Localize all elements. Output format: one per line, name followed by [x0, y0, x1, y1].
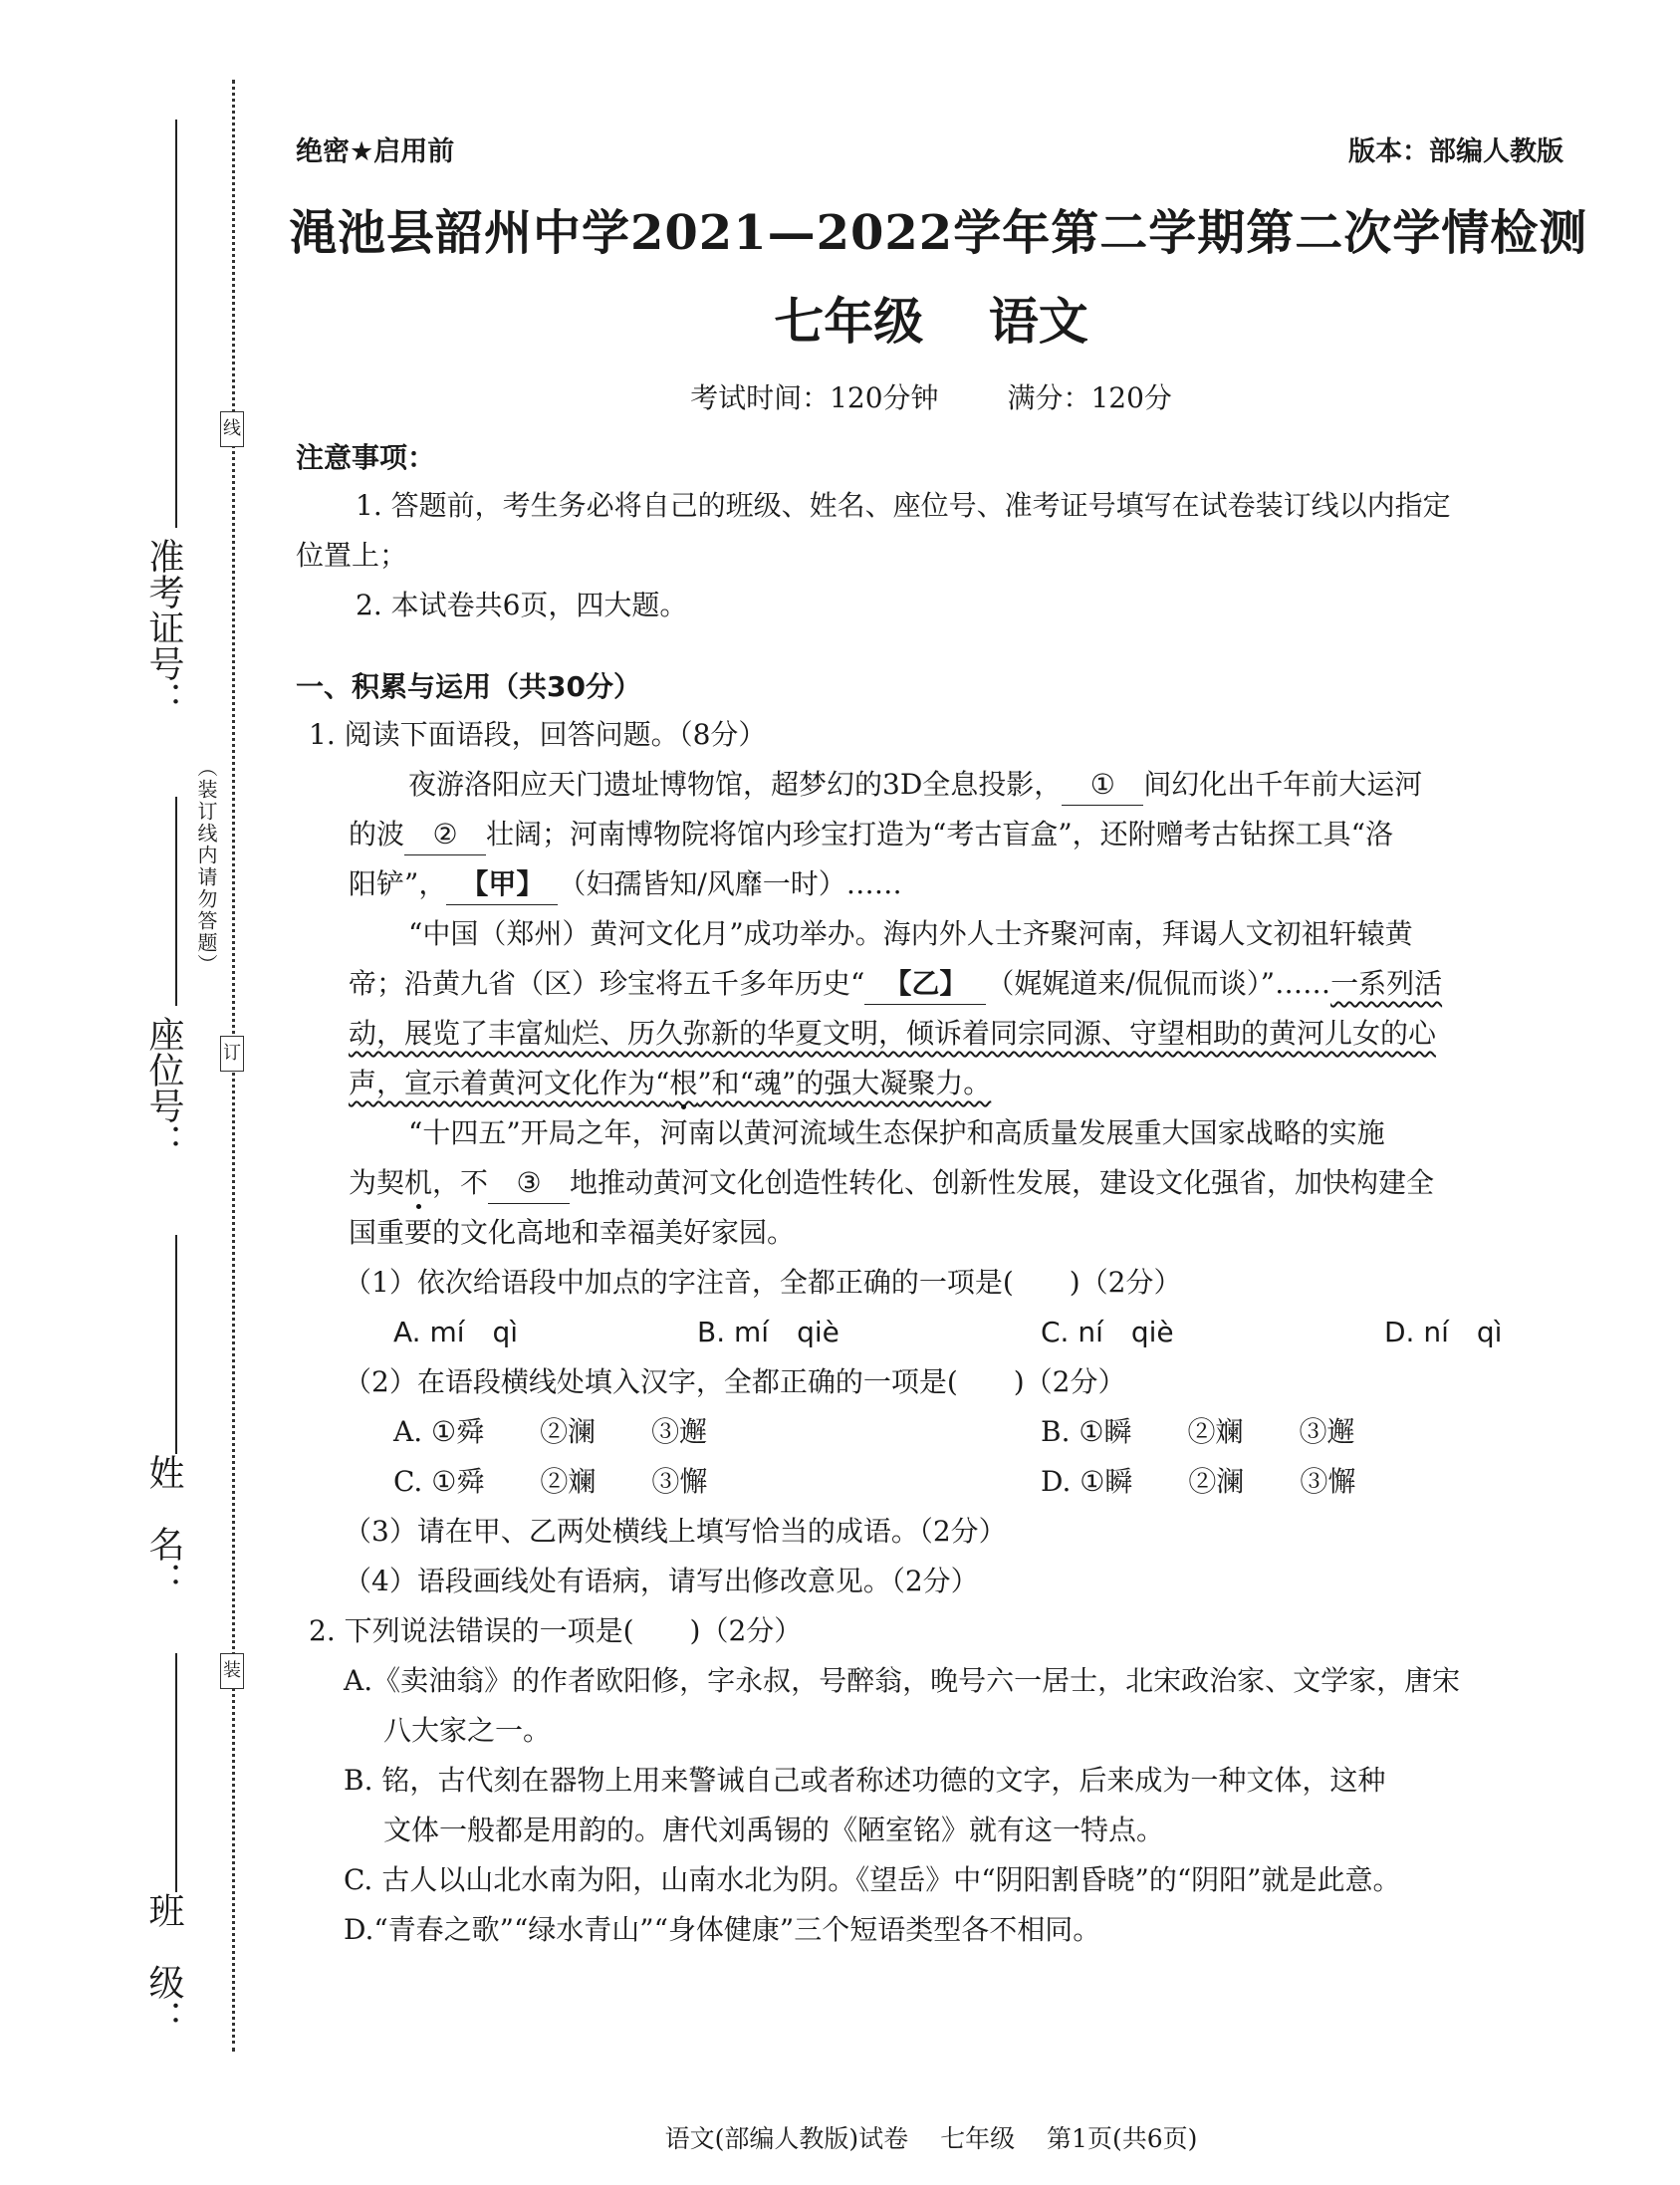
- q2-opt-a-line1: A.《卖油翁》的作者欧阳修，字永叔，号醉翁，晚号六一居士，北宋政治家、文学家，唐宋: [344, 1664, 1461, 1697]
- q2-opt-b-line1: B. 铭，古代刻在器物上用来警诫自己或者称述功德的文字，后来成为一种文体，这种: [344, 1764, 1386, 1797]
- q1-sub2-opt-d: D. ①瞬 ②澜 ③懈: [1041, 1465, 1356, 1498]
- bind-mark-ding: 订: [220, 1036, 244, 1072]
- q1-para3-line3: 国重要的文化高地和幸福美好家园。: [349, 1216, 796, 1249]
- q1-sub3: （3）请在甲、乙两处横线上填写恰当的成语。（2分）: [344, 1515, 1007, 1548]
- exam-time: 考试时间：120分钟: [690, 381, 939, 414]
- footer-grade: 七年级: [940, 2124, 1016, 2153]
- seat-number-line[interactable]: [175, 797, 177, 1006]
- seat-number-label: 座位号：: [143, 1016, 184, 1159]
- edition-label: 版本：部编人教版: [1348, 136, 1563, 167]
- q1-sub1-opt-a: A. mí qì: [393, 1316, 519, 1348]
- secrecy-label: 绝密★启用前: [296, 136, 455, 167]
- q2-stem: 2. 下列说法错误的一项是( )（2分）: [309, 1614, 803, 1647]
- q2-opt-a-line2: 八大家之一。: [383, 1714, 552, 1747]
- q1-sub2-opt-b: B. ①瞬 ②斓 ③邂: [1041, 1415, 1355, 1448]
- footer-page: 第1页(共6页): [1047, 2124, 1198, 2153]
- q1-para2-line2: 帝；沿黄九省（区）珍宝将五千多年历史“ 【乙】 （娓娓道来/侃侃而谈）”……一系列活: [349, 964, 1442, 1005]
- class-line[interactable]: [175, 1653, 177, 1892]
- q1-para3-line1: “十四五”开局之年，河南以黄河流域生态保护和高质量发展重大国家战略的实施: [408, 1116, 1385, 1149]
- q1-para2-line1: “中国（郑州）黄河文化月”成功举办。海内外人士齐聚河南，拜谒人文初祖轩辕黄: [408, 917, 1413, 950]
- section-1-heading: 一、积累与运用（共30分）: [296, 670, 641, 703]
- q2-opt-b-line2: 文体一般都是用韵的。唐代刘禹锡的《陋室铭》就有这一特点。: [383, 1814, 1165, 1846]
- q1-sub1-opt-b: B. mí qiè: [697, 1316, 840, 1348]
- exam-title: 渑池县韶州中学2021—2022学年第二学期第二次学情检测: [289, 205, 1588, 261]
- footer-paper: 语文(部编人教版)试卷: [664, 2124, 909, 2153]
- blank-1: ①: [1062, 765, 1143, 806]
- subject-title: 语文: [988, 292, 1088, 351]
- exam-number-line[interactable]: [175, 120, 177, 528]
- q1-para3-line2: 为契机，不 ③ 地推动黄河文化创造性转化、创新性发展，建设文化强省，加快构建全: [349, 1163, 1434, 1204]
- q1-para1-line2: 的波 ② 壮阔；河南博物院将馆内珍宝打造为“考古盲盒”，还附赠考古钻探工具“洛: [349, 815, 1393, 855]
- q1-para2-line4: 声，宣示着黄河文化作为“根”和“魂”的强大凝聚力。: [349, 1064, 991, 1103]
- grade-title: 七年级: [774, 292, 924, 351]
- q1-sub2-opt-c: C. ①舜 ②斓 ③懈: [393, 1465, 708, 1498]
- q1-para1-line3: 阳铲”， 【甲】 （妇孺皆知/风靡一时）……: [349, 864, 902, 905]
- note-2: 2. 本试卷共6页，四大题。: [356, 589, 688, 621]
- note-1-line-2: 位置上；: [296, 539, 408, 572]
- q1-sub1: （1）依次给语段中加点的字注音，全都正确的一项是( )（2分）: [344, 1266, 1182, 1299]
- q2-opt-d: D.“青春之歌”“绿水青山”“身体健康”三个短语类型各不相同。: [344, 1913, 1101, 1946]
- page-footer: [289, 2119, 1573, 2155]
- q1-sub1-opt-c: C. ní qiè: [1041, 1316, 1174, 1348]
- blank-3: ③: [488, 1163, 570, 1204]
- note-1-line-1: 1. 答题前，考生务必将自己的班级、姓名、座位号、准考证号填写在试卷装订线以内指定: [356, 489, 1451, 522]
- q1-para1-line1: 夜游洛阳应天门遗址博物馆，超梦幻的3D全息投影， ① 间幻化出千年前大运河: [408, 765, 1422, 806]
- binding-notice: （装订线内请勿答题）: [194, 757, 218, 976]
- exam-subtitle: [289, 282, 1573, 354]
- bind-mark-xian: 线: [220, 411, 244, 447]
- q2-opt-c: C. 古人以山北水南为阳，山南水北为阴。《望岳》中“阴阳割昏晓”的“阴阳”就是此意。: [344, 1863, 1401, 1896]
- exam-meta: [289, 376, 1573, 416]
- underlined-sentence-start: 一系列活: [1330, 967, 1443, 1000]
- name-line[interactable]: [175, 1235, 177, 1454]
- class-label: 班 级：: [143, 1892, 184, 2036]
- q1-sub2-opt-a: A. ①舜 ②澜 ③邂: [393, 1415, 708, 1448]
- exam-number-label: 准考证号：: [143, 538, 184, 717]
- dotted-char-ji: 机: [404, 1163, 432, 1203]
- blank-yi: 【乙】: [864, 964, 986, 1005]
- notes-heading: 注意事项：: [296, 441, 436, 474]
- q1-sub2: （2）在语段横线处填入汉字，全都正确的一项是( )（2分）: [344, 1365, 1126, 1398]
- q1-sub1-opt-d: D. ní qì: [1384, 1316, 1503, 1348]
- underlined-sentence-middle: 动，展览了丰富灿烂、历久弥新的华夏文明，倾诉着同宗同源、守望相助的黄河儿女的心: [349, 1017, 1437, 1050]
- full-score: 满分：120分: [1007, 381, 1172, 414]
- bind-mark-zhuang: 装: [220, 1653, 244, 1689]
- blank-2: ②: [404, 815, 486, 855]
- name-label: 姓 名：: [143, 1454, 184, 1597]
- dotted-char-gen: 根: [669, 1064, 697, 1103]
- blank-jia: 【甲】: [446, 864, 558, 905]
- q1-sub4: （4）语段画线处有语病，请写出修改意见。（2分）: [344, 1565, 979, 1597]
- q1-para2-line3: [349, 1014, 1436, 1054]
- q1-stem: 1. 阅读下面语段，回答问题。（8分）: [309, 718, 767, 751]
